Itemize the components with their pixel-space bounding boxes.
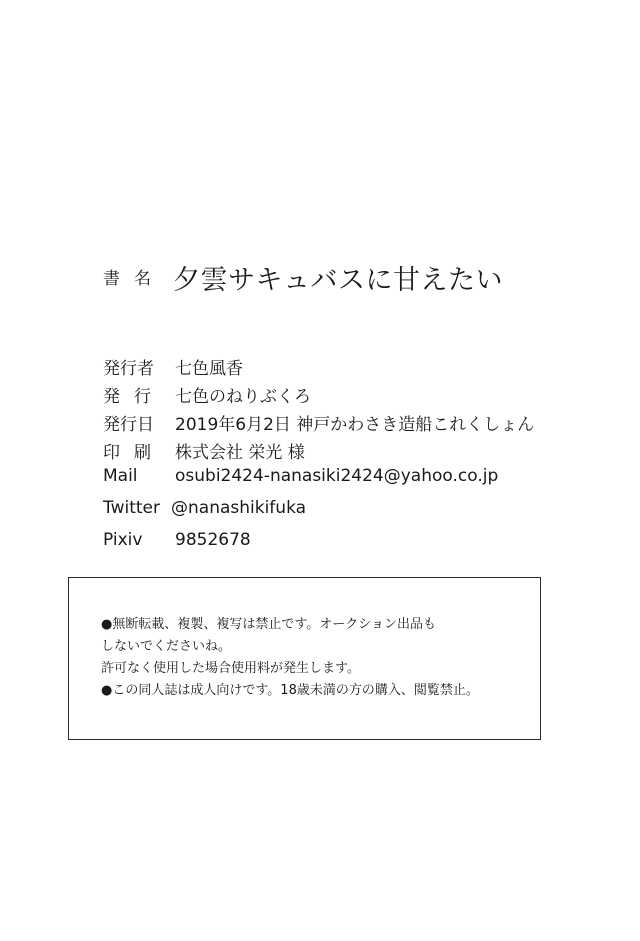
notice-line: ●無断転載、複製、複写は禁止です。オークション出品も [101, 617, 437, 632]
notice-line: しないでくださいね。 [101, 639, 232, 654]
notice-box [68, 577, 541, 740]
info-value-date: 2019年6月2日 神戸かわさき造船これくしょん [175, 415, 535, 435]
info-label-mail: Mail [103, 466, 138, 486]
info-label-twitter: Twitter [103, 498, 160, 518]
notice-line: ●この同人誌は成人向けです。18歳未満の方の購入、閲覧禁止。 [101, 683, 479, 698]
info-label-circle: 発行 [103, 387, 165, 407]
info-value-circle: 七色のねりぶくろ [175, 387, 311, 407]
info-value-mail: osubi2424-nanasiki2424@yahoo.co.jp [175, 466, 499, 486]
book-title-label: 書名 [103, 269, 165, 289]
info-value-pixiv: 9852678 [175, 530, 251, 550]
info-label-date: 発行日 [103, 415, 154, 435]
info-label-publisher: 発行者 [103, 359, 154, 379]
info-label-pixiv: Pixiv [103, 530, 143, 550]
info-value-twitter: @nanashikifuka [171, 498, 307, 518]
info-value-publisher: 七色風香 [175, 359, 243, 379]
notice-line: 許可なく使用した場合使用料が発生します。 [101, 661, 360, 676]
book-title: 夕雲サキュバスに甘えたい [173, 265, 503, 296]
notice-text [101, 614, 479, 702]
info-label-printer: 印刷 [103, 443, 165, 463]
info-value-printer: 株式会社 栄光 様 [175, 443, 305, 463]
